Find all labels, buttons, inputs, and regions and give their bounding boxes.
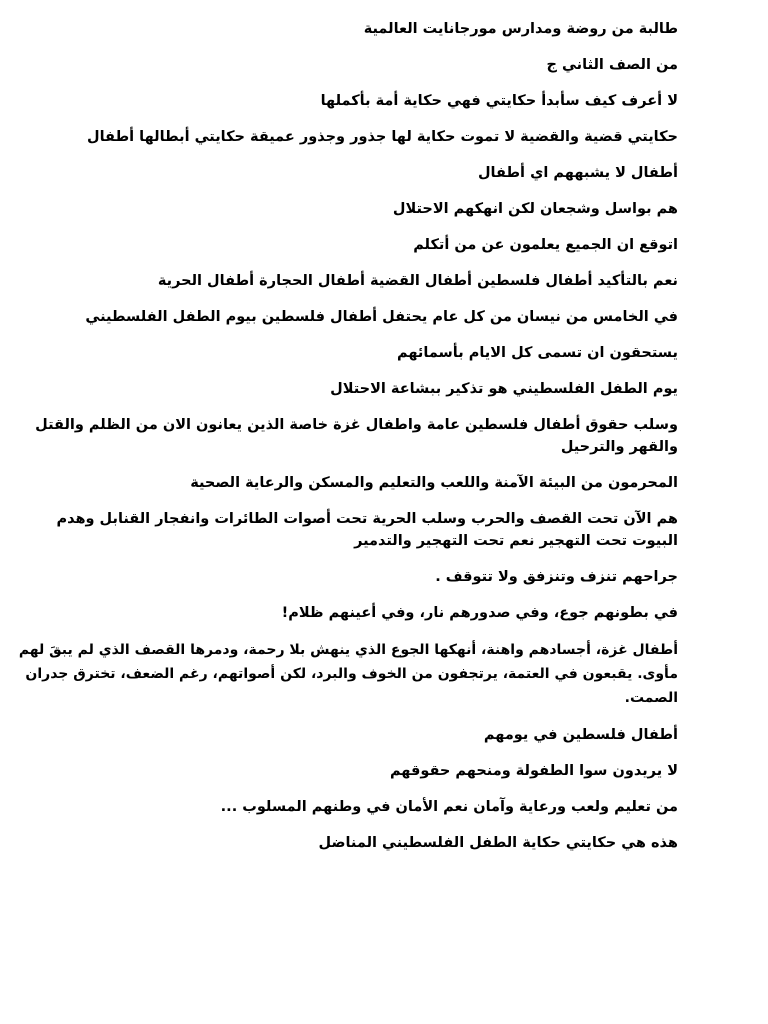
- paragraph-closing: هذه هي حكايتي حكاية الطفل الفلسطيني المناضل: [318, 835, 678, 851]
- paragraph-hunger: في بطونهم جوع، وفي صدورهم نار، وفي أعينهم ظلام!: [281, 605, 678, 621]
- paragraph-student-intro: طالبة من روضة ومدارس مورجانايت العالمية: [363, 21, 678, 37]
- paragraph-story-cause: حكايتي قضية والقضية لا تموت حكاية لها جذور وجذور عميقة حكايتي أبطالها أطفال: [86, 129, 678, 145]
- paragraph-their-day: أطفال فلسطين في يومهم: [483, 727, 678, 743]
- paragraph-deserve: يستحقون ان تسمى كل الايام بأسمائهم: [396, 345, 678, 361]
- paragraph-reminder: يوم الطفل الفلسطيني هو تذكير ببشاعة الاحتلال: [330, 381, 678, 397]
- paragraph-brave: هم بواسل وشجعان لكن انهكهم الاحتلال: [392, 201, 678, 217]
- paragraph-wounds: جراحهم تنزف وتنزفق ولا تتوقف .: [435, 569, 678, 585]
- paragraph-story-start: لا أعرف كيف سأبدأ حكايتي فهي حكاية أمة بأكملها: [320, 93, 678, 109]
- paragraph-children-of-palestine: نعم بالتأكيد أطفال فلسطين أطفال القضية أطفال الحجارة أطفال الحرية: [157, 273, 678, 289]
- paragraph-education-safety: من تعليم ولعب ورعاية وآمان نعم الأمان في وطنهم المسلوب ...: [220, 799, 678, 815]
- document-body: [18, 18, 678, 868]
- paragraph-deprived: المحرمون من البيئة الآمنة واللعب والتعليم والمسكن والرعاية الصحية: [190, 475, 678, 491]
- paragraph-expectation: اتوقع ان الجميع يعلمون عن من أتكلم: [413, 237, 678, 253]
- paragraph-under-bombing: هم الآن تحت القصف والحرب وسلب الحرية تحت أصوات الطائرات وانفجار القنابل وهدم البيوت تحت التهجير نعم تحت التهجير والتدمير: [56, 511, 678, 549]
- paragraph-rights: وسلب حقوق أطفال فلسطين عامة واطفال غزة خاصة الذين يعانون الان من الظلم والقتل والقهر والترحيل: [35, 417, 678, 455]
- paragraph-childrens-day: في الخامس من نيسان من كل عام يحتفل أطفال فلسطين بيوم الطفل الفلسطيني: [85, 309, 678, 325]
- paragraph-gaza-children: أطفال غزة، أجسادهم واهنة، أنهكها الجوع الذي ينهش بلا رحمة، ودمرها القصف الذي لم يبقَ لهم مأوى. يقبعون في العتمة، يرتجفون من الخوف والبرد، لكن أصواتهم، رغم الضعف، تخترق جدران الصمت.: [18, 642, 678, 706]
- paragraph-class: من الصف الثاني ج: [546, 57, 678, 73]
- paragraph-unique-children: أطفال لا يشبههم اي أطفال: [477, 165, 678, 181]
- paragraph-want-childhood: لا يريدون سوا الطفولة ومنحهم حقوقهم: [389, 763, 678, 779]
